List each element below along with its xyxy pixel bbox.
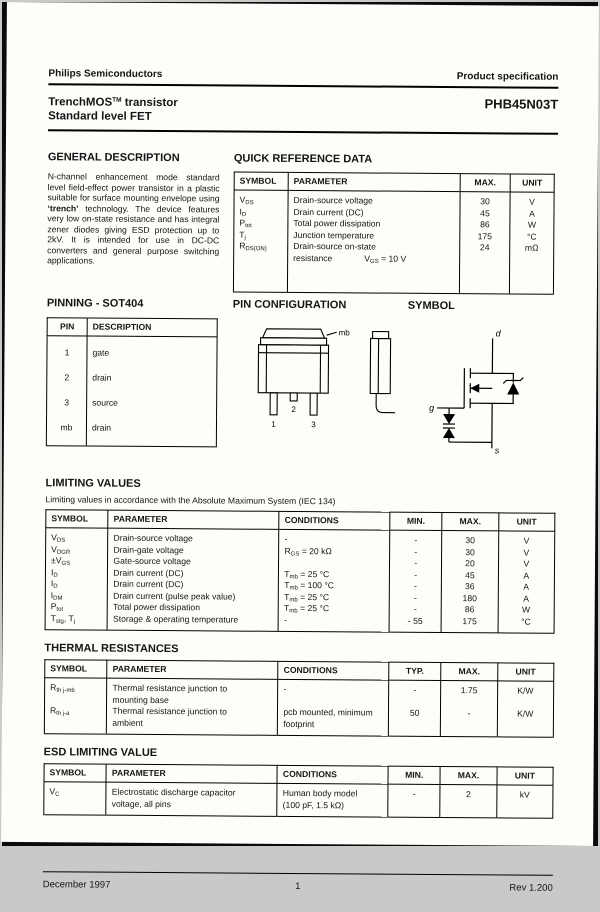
pin-cell: 2 — [47, 365, 87, 390]
table-row — [44, 705, 553, 737]
pin-cell: 3 — [47, 390, 87, 415]
col-parameter: PARAMETER — [108, 510, 279, 529]
unit-cell: °C — [498, 616, 554, 633]
parameter-cell: Thermal resistance junction to mounting base — [107, 678, 278, 707]
col-parameter: PARAMETER — [107, 660, 278, 679]
pinning-table — [46, 317, 218, 447]
symbol-cell: $I_D$ — [45, 567, 107, 579]
table-header-row — [47, 318, 217, 337]
max-cell: - — [441, 708, 498, 737]
footer-rule — [43, 871, 553, 876]
parameter-cell: Gate-source voltage — [108, 556, 279, 569]
col-symbol: SYMBOL — [44, 764, 106, 782]
general-description-section — [47, 151, 220, 292]
title-rule — [48, 129, 558, 135]
unit-cell: V — [510, 192, 554, 208]
conditions-cell: - — [279, 529, 390, 546]
col-description: DESCRIPTION — [87, 318, 217, 337]
esd-limiting-value-table — [43, 763, 553, 819]
table-header-row — [234, 172, 554, 192]
col-min: MIN. — [388, 766, 440, 784]
thermal-resistances-heading: THERMAL RESISTANCES — [44, 642, 554, 658]
header-rule — [48, 83, 558, 89]
publisher-name: Philips Semiconductors — [48, 68, 162, 80]
col-max: MAX. — [460, 174, 510, 192]
pinning-heading: PINNING - SOT404 — [47, 297, 219, 310]
pin-3-label: 3 — [311, 420, 316, 429]
col-min: MIN. — [390, 512, 442, 530]
symbol-cell: $I_{DM}$ — [45, 590, 107, 602]
col-symbol: SYMBOL — [234, 172, 288, 190]
parameter-cell: Drain-source on-state resistance $V_{GS} = 10$ V — [287, 241, 459, 294]
parameter-cell: Drain-source voltage — [288, 190, 460, 207]
unit-cell: mΩ — [509, 242, 553, 294]
table-row — [45, 678, 554, 709]
pin-1-label: 1 — [271, 420, 276, 429]
symbol-section — [407, 300, 558, 469]
col-conditions: CONDITIONS — [277, 765, 388, 784]
col-parameter: PARAMETER — [106, 764, 277, 783]
conditions-cell: $T_{mb} = 100$ °C — [279, 580, 390, 592]
conditions-cell: $R_{GS} = 20$ kΩ — [279, 545, 390, 557]
description-cell: drain — [86, 416, 216, 447]
symbol-cell: $V_{DS}$ — [234, 190, 288, 206]
product-subtitle: Standard level FET — [48, 109, 178, 124]
table-row — [45, 613, 554, 634]
mounting-base-label: mb — [339, 328, 351, 337]
parameter-cell: Junction temperature — [288, 229, 460, 242]
symbol-cell: $P_{tot}$ — [45, 601, 107, 613]
drain-label: d — [496, 328, 502, 338]
col-conditions: CONDITIONS — [278, 661, 389, 680]
symbol-cell: $V_C$ — [44, 782, 107, 815]
col-pin: PIN — [47, 318, 87, 336]
limiting-values-note: Limiting values in accordance with the Absolute Maximum System (IEC 134) — [45, 494, 555, 508]
page-footer — [43, 871, 553, 894]
typ-cell: - — [389, 680, 441, 708]
max-cell: 180 — [442, 592, 498, 604]
footer-page-number: 1 — [43, 879, 553, 894]
thermal-resistances-table — [44, 659, 555, 738]
parameter-cell: Drain current (pulse peak value) — [108, 590, 279, 603]
conditions-cell: - — [278, 679, 389, 707]
unit-cell: K/W — [497, 681, 554, 709]
table-row — [46, 415, 216, 447]
conditions-cell: Human body model (100 pF, 1.5 kΩ) — [277, 783, 388, 817]
min-cell: - 55 — [389, 615, 441, 632]
symbol-cell: $V_{DGR}$ — [46, 544, 108, 556]
max-cell: 36 — [442, 581, 498, 593]
col-max: MAX. — [440, 766, 496, 784]
col-unit: UNIT — [497, 767, 553, 785]
gate-label: g — [429, 403, 434, 413]
part-number: PHB45N03T — [484, 96, 558, 127]
symbol-cell: $V_{DS}$ — [46, 528, 108, 544]
parameter-cell: Drain-gate voltage — [108, 544, 279, 557]
conditions-cell: $T_{mb} = 25$ °C — [279, 568, 390, 580]
col-max: MAX. — [442, 512, 498, 530]
parameter-cell: Total power dissipation — [288, 218, 460, 231]
symbol-cell: $R_{DS(ON)}$ — [233, 241, 287, 293]
max-cell: 1.75 — [441, 680, 498, 708]
general-description-text: N-channel enhancement mode standard level field-effect power transistor in a plastic suitable for surface mounting envelope using ‘trench’ technology. The device features very low on-state resistance and has integral zener diodes giving ESD protection up to 2kV. It is intended for use in DC-DC converters and general purpose switching applications. — [47, 171, 220, 267]
symbol-cell: $I_D$ — [45, 578, 107, 590]
description-cell: source — [87, 391, 217, 417]
symbol-cell: $P_{tot}$ — [234, 218, 288, 230]
product-title: TrenchMOS™ transistor — [48, 93, 178, 110]
max-cell: 45 — [460, 208, 510, 220]
conditions-cell: $T_{mb} = 25$ °C — [279, 591, 390, 603]
pinning-section — [46, 297, 219, 466]
unit-cell: W — [498, 604, 554, 616]
unit-cell: °C — [510, 231, 554, 243]
symbol-cell: $\pm V_{GS}$ — [45, 555, 107, 567]
document-header — [48, 68, 558, 83]
limiting-values-table — [45, 509, 556, 634]
quick-reference-section — [233, 153, 558, 295]
unit-cell: A — [498, 581, 554, 593]
parameter-cell: Drain-source voltage — [108, 528, 279, 545]
min-cell: - — [389, 604, 441, 616]
pin-configuration-section — [232, 299, 394, 468]
max-cell: 86 — [460, 219, 510, 231]
mosfet-symbol-drawing — [407, 320, 558, 461]
col-symbol: SYMBOL — [46, 510, 108, 528]
datasheet-page — [1, 2, 599, 846]
max-cell: 2 — [440, 784, 497, 817]
unit-cell: K/W — [497, 708, 554, 737]
spec-type-label: Product specification — [457, 71, 559, 83]
limiting-values-heading: LIMITING VALUES — [46, 477, 556, 493]
symbol-cell: $I_D$ — [234, 206, 288, 218]
pin-cell: 1 — [47, 336, 87, 366]
max-cell: 30 — [460, 192, 510, 208]
col-unit: UNIT — [498, 513, 554, 531]
scan-background — [2, 2, 598, 846]
unit-cell: W — [510, 219, 554, 231]
col-conditions: CONDITIONS — [279, 511, 390, 530]
parameter-cell: Drain current (DC) — [108, 579, 279, 592]
pin-configuration-drawing — [232, 319, 413, 460]
unit-cell: A — [498, 570, 554, 582]
max-cell: 86 — [441, 604, 497, 616]
pin-2-label: 2 — [291, 405, 296, 414]
col-parameter: PARAMETER — [288, 172, 460, 191]
min-cell: - — [389, 592, 441, 604]
source-label: s — [495, 445, 500, 455]
symbol-cell: $T_{stg}$, $T_j$ — [45, 613, 107, 630]
table-row — [47, 336, 217, 367]
pin-configuration-heading: PIN CONFIGURATION — [233, 299, 394, 312]
parameter-cell: Storage & operating temperature — [107, 613, 278, 631]
symbol-heading: SYMBOL — [408, 300, 558, 313]
col-symbol: SYMBOL — [45, 660, 107, 678]
max-cell: 30 — [442, 530, 498, 546]
min-cell: - — [389, 581, 441, 593]
footer-date: December 1997 — [43, 879, 111, 890]
max-cell: 20 — [442, 558, 498, 570]
conditions-cell: $T_{mb} = 25$ °C — [279, 603, 390, 615]
conditions-cell — [279, 557, 390, 569]
general-description-heading: GENERAL DESCRIPTION — [48, 151, 220, 164]
min-cell: - — [390, 530, 442, 546]
table-row — [47, 390, 217, 416]
max-cell: 30 — [442, 546, 498, 558]
unit-cell: V — [498, 547, 554, 559]
footer-revision: Rev 1.200 — [509, 882, 552, 893]
max-cell: 175 — [460, 231, 510, 243]
parameter-cell: Total power dissipation — [108, 602, 279, 615]
conditions-cell: pcb mounted, minimum footprint — [278, 707, 389, 736]
max-cell: 24 — [459, 242, 509, 294]
conditions-cell: - — [278, 614, 389, 632]
max-cell: 175 — [441, 615, 497, 632]
parameter-cell: Thermal resistance junction to ambient — [107, 706, 278, 736]
symbol-cell: $R_{th j-mb}$ — [45, 678, 108, 706]
description-cell: drain — [87, 366, 217, 392]
min-cell: - — [390, 546, 442, 558]
symbol-cell: $T_j$ — [234, 229, 288, 241]
col-max: MAX. — [441, 662, 497, 680]
quick-reference-heading: QUICK REFERENCE DATA — [234, 153, 558, 167]
unit-cell: kV — [496, 785, 553, 818]
symbol-cell: $R_{th j-a}$ — [44, 705, 107, 734]
min-cell: - — [389, 569, 441, 581]
parameter-cell: Electrostatic discharge capacitor voltage, all pins — [106, 782, 277, 816]
max-cell: 45 — [442, 569, 498, 581]
title-block — [48, 93, 558, 127]
col-unit: UNIT — [510, 174, 554, 192]
parameter-cell: Drain current (DC) — [288, 206, 460, 219]
table-row — [47, 365, 217, 391]
min-cell: - — [388, 784, 441, 817]
col-typ: TYP. — [389, 662, 441, 680]
table-row — [233, 241, 553, 295]
esd-limiting-value-heading: ESD LIMITING VALUE — [44, 746, 554, 762]
min-cell: - — [389, 558, 441, 570]
parameter-cell: Drain current (DC) — [108, 567, 279, 580]
quick-reference-table — [233, 172, 555, 295]
unit-cell: V — [498, 558, 554, 570]
col-unit: UNIT — [497, 663, 553, 681]
table-row — [44, 782, 553, 819]
description-cell: gate — [87, 336, 217, 366]
unit-cell: A — [510, 208, 554, 220]
trademark-superscript: TM — [112, 97, 121, 104]
unit-cell: A — [498, 593, 554, 605]
pin-cell: mb — [46, 415, 86, 446]
typ-cell: 50 — [388, 708, 440, 737]
unit-cell: V — [498, 531, 554, 547]
